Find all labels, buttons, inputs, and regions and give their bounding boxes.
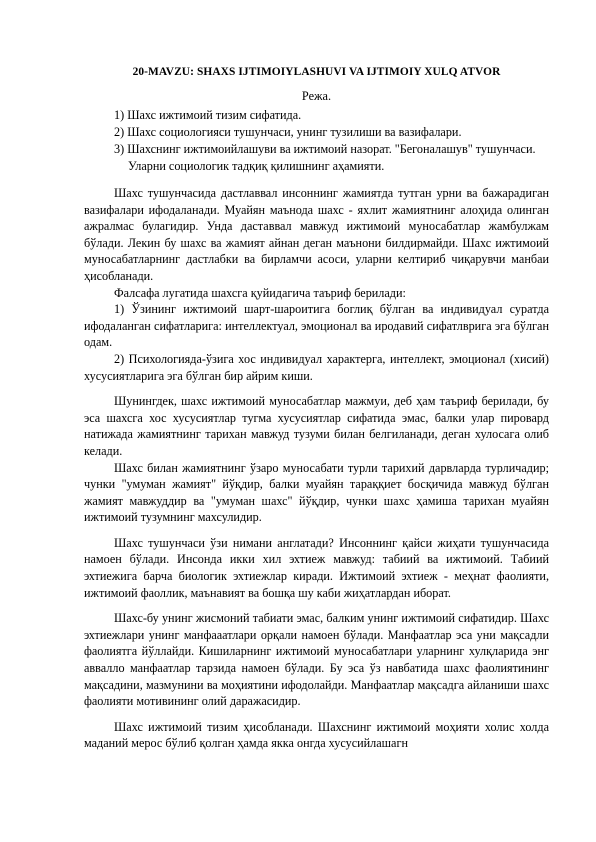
document-title: 20-MAVZU: SHAXS IJTIMOIYLASHUVI VA IJTIMOIY XULQ ATVOR (132, 66, 501, 78)
body-paragraph: 1) Ўзининг ижтимоий шарт-шароитига боглиқ бўлган ва индивидуал суратда ифодаланган сифатларига: интеллектуал, эмоционал ва иродавий сифатлврига эга бўлган одам. (84, 302, 549, 350)
body-paragraph: Шахс тушунчасида дастлаввал инсоннинг жамиятда тутган урни ва бажарадиган вазифалари ифодаланади. Муайян маънода шахс - яхлит жамиятнинг алоҳида олинган ажралмас булагидир. Унда даставвал мавжуд ижтимоий муносабатлар жамбулжам бўлади. Лекин бу шахс ва жамият айнан деган маънони билдирмайди. Шахс ижтимоий муносабатларнинг дастлабки ва бирламчи асоси, уларни келтириб чиқарувчи манбаи ҳисобланади. (84, 186, 549, 283)
body-paragraph: Шахс тушунчаси ўзи нимани англатади? Инсоннинг қайси жиҳати тушунчасида намоен бўлади. Инсонда икки хил эхтиеж мавжуд: табиий ва ижтимоий. Табиий эхтиежига барча биологик эхтиежлар киради. Ижтимоий эхтиеж - меҳнат фаолияти, ижтимоий фаоллик, маънавият ва бошқа шу каби жиҳатлардан иборат. (84, 535, 549, 600)
body-paragraph: Шахс билан жамиятнинг ўзаро муносабати турли тарихий дарвларда турличадир; чунки "умуман жамият" йўқдир, балки муайян тараққиет босқичида мавжуд бўлган жамият мавжуддир ва "умуман шахс" йўқдир, чунки шахс ҳамиша тарихан муайян ижтимоий тузумнинг махсулидир. (84, 460, 549, 525)
plan-item: 3) Шахснинг ижтимоийлашуви ва ижтимоий назорат. "Бегоналашув" тушунчаси. Уларни социологик тадқиқ қилишнинг аҳамияти. (114, 142, 536, 173)
document-body (84, 66, 549, 752)
body-paragraph: Фалсафа лугатида шахсга қуйидагича таъриф берилади: (114, 285, 406, 300)
body-paragraph: Шахс ижтимоий тизим ҳисобланади. Шахснинг ижтимоий моҳияти холис холда маданий мерос бўлиб қолган ҳамда якка онгда хусусийлашагн (84, 719, 549, 751)
plan-heading: Режа. (301, 89, 332, 103)
plan-item: 2) Шахс социологияси тушунчаси, унинг тузилиши ва вазифалари. (114, 125, 462, 139)
body-paragraph: 2) Психологияда-ўзига хос индивидуал характерга, интеллект, эмоционал (хисий) хусусиятларига эга бўлган бир айрим киши. (84, 351, 549, 383)
plan-item: 1) Шахс ижтимоий тизим сифатида. (114, 108, 302, 122)
body-paragraph: Шунингдек, шахс ижтимоий муносабатлар мажмуи, деб ҳам таъриф берилади, бу эса шахсга хос хусусиятлар тугма хусусиятлар сифатида эмас, балки улар пировард натижада жамиятнинг тарихан мавжуд тузуми билан белгиланади, деган хулосага олиб келади. (84, 394, 549, 458)
plan-list (84, 107, 549, 175)
body-paragraph: Шахс-бу унинг жисмоний табиати эмас, балким унинг ижтимоий сифатидир. Шахс эхтиежлари унинг манфааатлари орқали намоен бўлади. Манфаатлар эса уни мақсадли фаолиятга йўллайди. Кишиларнинг ижтимоий муносабатлари уларнинг хулқларида энг аввалло манфаатлар тарзида намоен бўлади. Бу эса ўз навбатида шахс фаолиятининг мақсадини, мазмунини ва моҳиятини ифодолайди. Манфаатлар мақсадга айланиши шахс фаолияти мотивининг олий даражасидир. (84, 611, 549, 709)
